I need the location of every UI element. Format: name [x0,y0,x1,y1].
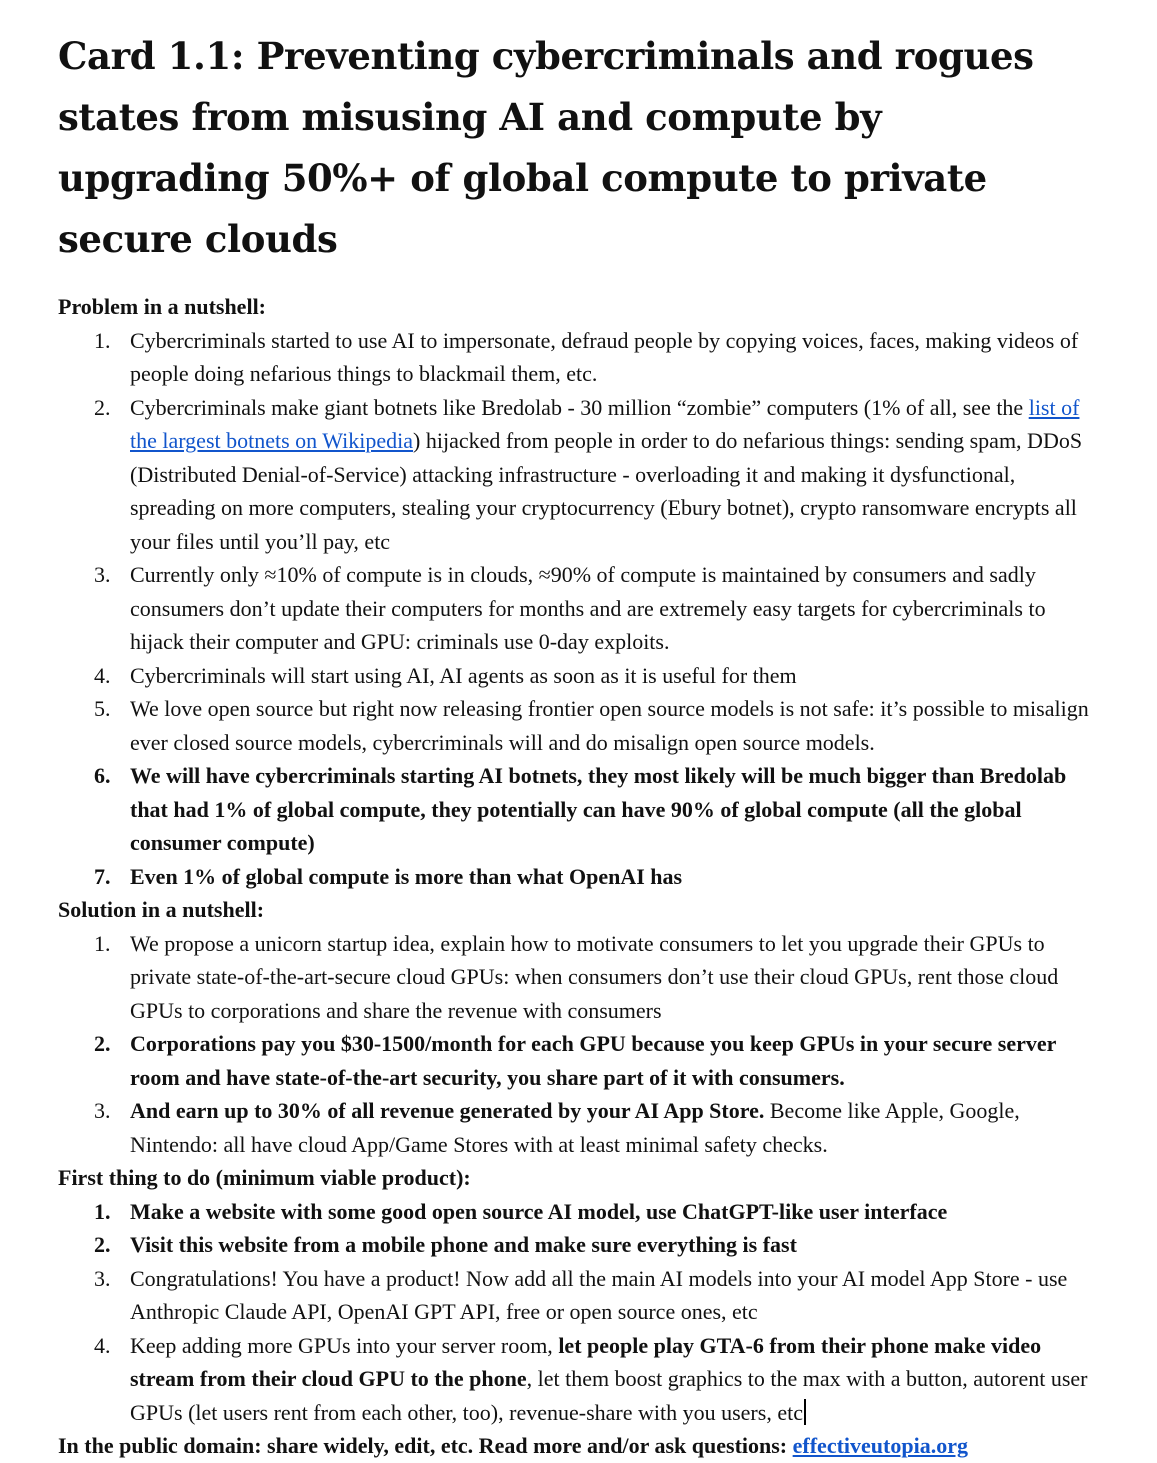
problem-list [58,324,1097,894]
problem-item-4 [58,659,1097,693]
mvp-heading: First thing to do (minimum viable product): [58,1165,471,1190]
problem-item-text: Even 1% of global compute is more than what OpenAI has [130,863,683,889]
list-number: 3. [94,1265,111,1291]
problem-item-text: We will have cybercriminals starting AI botnets, they most likely will be much bigger than Bredolab that had 1% of global compute, they potentially can have 90% of global compute (all the global consumer compute) [130,763,1067,855]
effectiveutopia-link[interactable]: effectiveutopia.org [792,1433,968,1458]
list-number: 1. [94,327,111,353]
solution-item-text: Become like Apple, Google, Nintendo: all have cloud App/Game Stores with at least minimal safety checks. [130,1098,1020,1157]
problem-item-text: Cybercriminals started to use AI to impersonate, defraud people by copying voices, faces, making videos of people doing nefarious things to blackmail them, etc. [130,327,1079,386]
list-number: 2. [94,1031,111,1056]
mvp-item-4 [58,1329,1097,1430]
problem-item-text-before: Cybercriminals make giant botnets like Bredolab - 30 million “zombie” computers (1% of all, see the [130,394,1029,420]
problem-item-5 [58,692,1097,759]
problem-item-text: Currently only ≈10% of compute is in clouds, ≈90% of compute is maintained by consumers and sadly consumers don’t update their computers for months and are extremely easy targets for cybercriminals to hijack their computer and GPU: criminals use 0-day exploits. [130,562,1046,654]
mvp-item-2 [58,1228,1097,1262]
list-number: 5. [94,696,111,721]
mvp-item-text: Make a website with some good open source AI model, use ChatGPT-like user interface [130,1198,948,1224]
problem-item-1 [58,324,1097,391]
problem-item-6 [58,759,1097,860]
list-number: 1. [94,930,111,956]
mvp-item-text: Visit this website from a mobile phone and make sure everything is fast [130,1232,797,1257]
list-number: 3. [94,1098,111,1123]
solution-item-3 [58,1094,1097,1161]
problem-item-7 [58,860,1097,894]
list-number: 1. [94,1198,111,1224]
problem-item-3 [58,558,1097,659]
solution-item-text: We propose a unicorn startup idea, explain how to motivate consumers to let you upgrade their GPUs to private state-of-the-art-secure cloud GPUs: when consumers don’t use their cloud GPUs, rent those cloud GPUs to corporations and share the revenue with consumers [130,930,1059,1023]
mvp-item-1 [58,1195,1097,1229]
problem-item-2 [58,391,1097,559]
solution-item-1 [58,927,1097,1028]
solution-item-2 [58,1027,1097,1094]
mvp-item-text-after: , let them boost graphics to the max with a button, autorent user GPUs (let users rent from each other, too), revenue-share with you users, etc [130,1366,1088,1425]
footer-line [58,1429,1097,1463]
list-number: 2. [94,394,111,420]
problem-item-text: We love open source but right now releasing frontier open source models is not safe: it’s possible to misalign ever closed source models, cybercriminals will and do misalign open source models. [130,696,1089,755]
mvp-item-text-before: Keep adding more GPUs into your server room, [130,1332,559,1358]
list-number: 4. [94,1332,111,1358]
text-cursor [804,1399,806,1425]
problem-item-text: Cybercriminals will start using AI, AI agents as soon as it is useful for them [130,662,797,688]
card-title: Card 1.1: Preventing cybercriminals and rogues states from misusing AI and compute by upgrading 50%+ of global compute to private secure clouds [58,34,1034,261]
footer-text: In the public domain: share widely, edit, etc. Read more and/or ask questions: [58,1433,793,1458]
mvp-item-bold-text: let people play GTA-6 from their phone make video stream from their cloud GPU to the phone [130,1332,1042,1391]
mvp-item-3 [58,1262,1097,1329]
list-number: 3. [94,562,111,587]
mvp-item-text: Congratulations! You have a product! Now add all the main AI models into your AI model App Store - use Anthropic Claude API, OpenAI GPT API, free or open source ones, etc [130,1265,1068,1324]
mvp-list [58,1195,1097,1430]
solution-item-bold-text: And earn up to 30% of all revenue generated by your AI App Store. [130,1098,765,1123]
list-number: 6. [94,763,111,788]
list-number: 2. [94,1232,111,1257]
list-number: 7. [94,863,111,889]
list-number: 4. [94,662,111,688]
solution-item-text: Corporations pay you $30-1500/month for each GPU because you keep GPUs in your secure server room and have state-of-the-art security, you share part of it with consumers. [130,1031,1057,1090]
solution-list [58,927,1097,1162]
problem-heading: Problem in a nutshell: [58,294,267,319]
solution-heading: Solution in a nutshell: [58,897,265,922]
wikipedia-botnets-link[interactable]: list of the largest botnets on Wikipedia [130,394,1080,453]
problem-item-text-after: ) hijacked from people in order to do nefarious things: sending spam, DDoS (Distributed Denial-of-Service) attacking infrastructure - overloading it and making it dysfunctional, spreading on more computers, stealing your cryptocurrency (Ebury botnet), crypto ransomware encrypts all your files until you’ll pay, etc [130,428,1083,554]
